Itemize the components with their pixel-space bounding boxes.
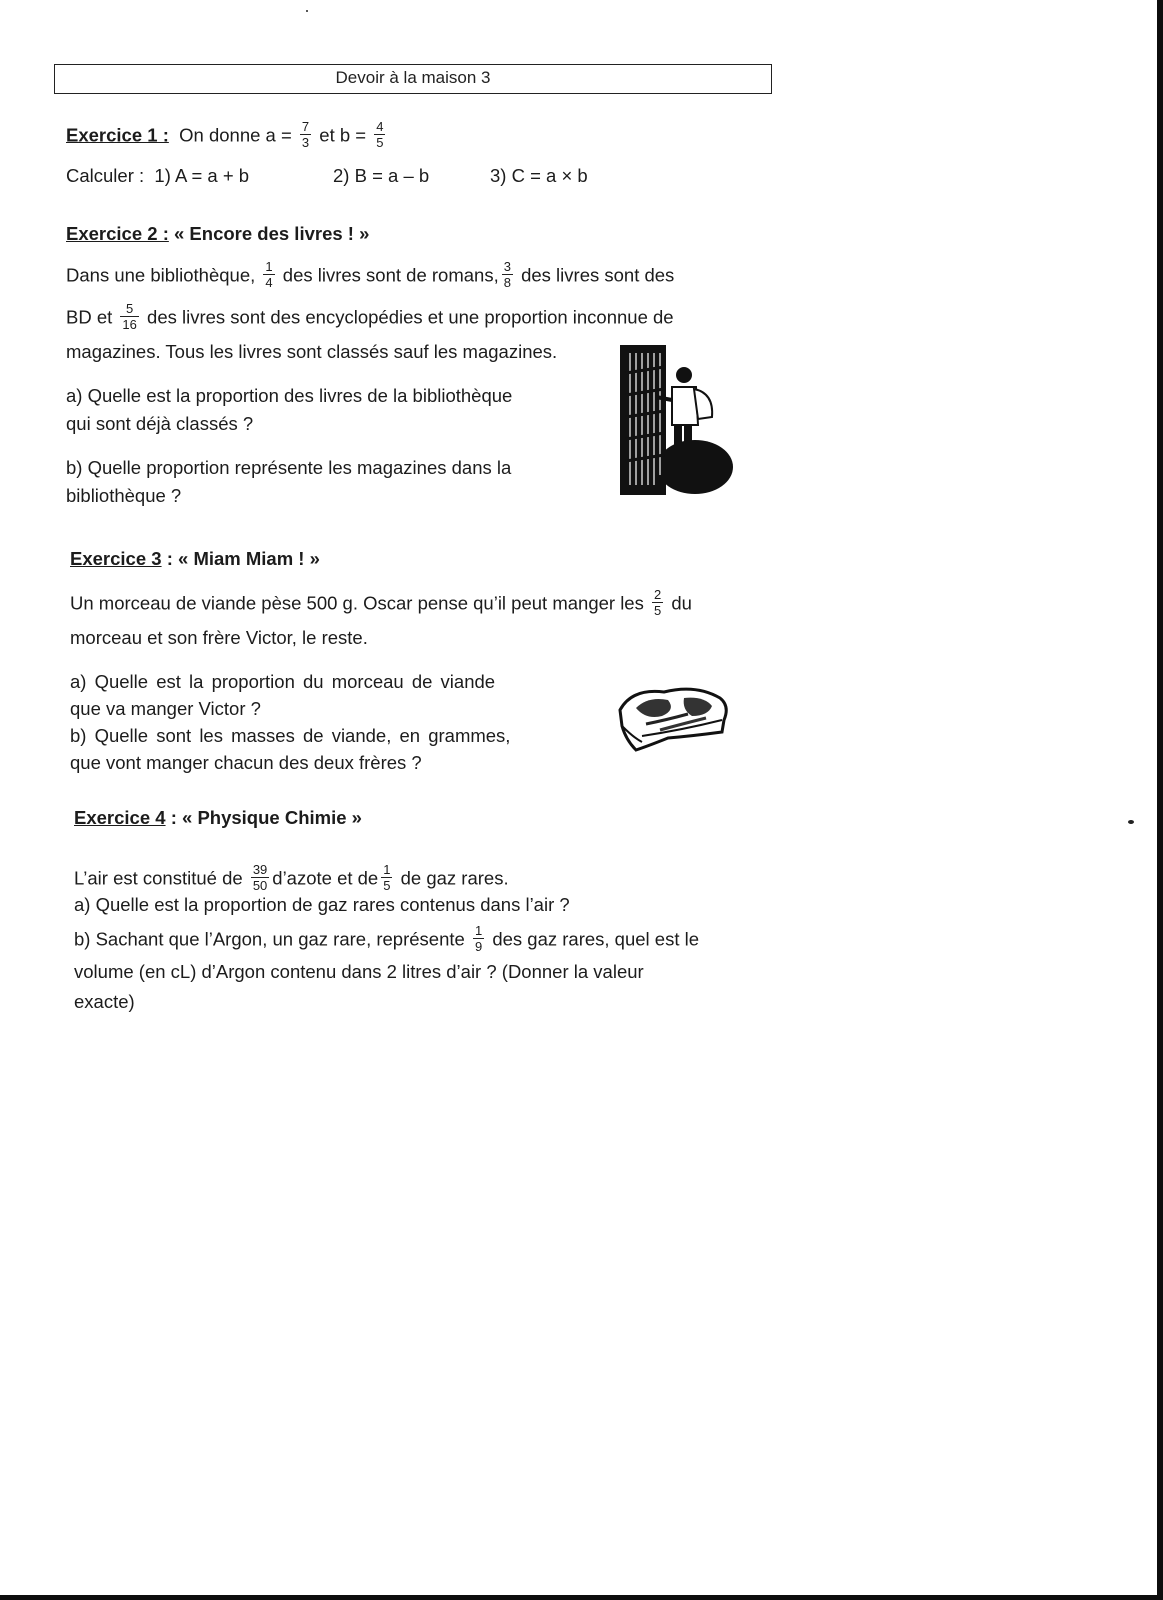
- exercice4-line1: [74, 862, 509, 894]
- steak-icon: [612, 680, 732, 752]
- exercice1-heading-line: [66, 119, 388, 151]
- exercice3-colon: :: [161, 548, 173, 569]
- exercice2-subtitle: « Encore des livres ! »: [174, 223, 370, 244]
- text: d’azote et de: [272, 867, 379, 889]
- exercice4-question-b-1: [74, 923, 700, 955]
- fraction-oscar: $\frac{2}{5}$: [653, 587, 662, 618]
- exercice4-heading-line: [74, 806, 362, 830]
- text: des livres sont de romans,: [282, 264, 499, 286]
- document-title-box: [54, 64, 772, 94]
- text: de gaz rares.: [400, 867, 509, 889]
- exercice4-question-b-2: volume (en cL) d’Argon contenu dans 2 litres d’air ? (Donner la valeur: [74, 961, 644, 982]
- fraction-argon: $\frac{1}{9}$: [474, 923, 483, 954]
- exercice4-question-b-3: exacte): [74, 991, 135, 1012]
- exercice3-heading: Exercice 3: [70, 548, 162, 569]
- fraction-bd: $\frac{3}{8}$: [503, 259, 511, 290]
- exercice3-line2: morceau et son frère Victor, le reste.: [70, 627, 368, 648]
- exercice4-colon: :: [165, 807, 177, 828]
- document-title: Devoir à la maison 3: [335, 68, 491, 87]
- scan-edge-bottom: [0, 1595, 1163, 1600]
- fraction-encyclopedies: $\frac{5}{16}$: [122, 301, 137, 332]
- text: des livres sont des encyclopédies et une proportion inconnue de: [147, 306, 674, 328]
- exercice1-intro-b: et b =: [319, 124, 367, 146]
- exercice3-question-b-2: que vont manger chacun des deux frères ?: [70, 752, 422, 773]
- question-3: 3) C = a × b: [490, 165, 588, 186]
- exercice2-question-a-2: qui sont déjà classés ?: [66, 413, 254, 434]
- exercice2-heading-line: [66, 222, 369, 246]
- exercice2-question-a-1: a) Quelle est la proportion des livres de la bibliothèque: [66, 385, 513, 406]
- text: L’air est constitué de: [74, 867, 243, 889]
- text: b) Sachant que l’Argon, un gaz rare, représente: [74, 928, 465, 950]
- text: des livres sont des: [521, 264, 675, 286]
- exercice2-question-b-2: bibliothèque ?: [66, 485, 182, 506]
- fraction-b: $\frac{4}{5}$: [376, 119, 384, 150]
- text: BD et: [66, 306, 113, 328]
- fraction-gaz-rares: $\frac{1}{5}$: [383, 862, 391, 893]
- exercice2-line1: [66, 259, 675, 291]
- exercice3-heading-line: [70, 547, 320, 571]
- exercice1-intro-a: On donne a =: [179, 124, 292, 146]
- exercice4-subtitle: « Physique Chimie »: [182, 807, 362, 828]
- text: des gaz rares, quel est le: [492, 928, 700, 950]
- exercice3-subtitle: « Miam Miam ! »: [178, 548, 320, 569]
- library-person-icon: [620, 345, 735, 500]
- text: du: [671, 592, 692, 614]
- question-1: 1) A = a + b: [154, 165, 250, 186]
- question-2: 2) B = a – b: [333, 165, 430, 186]
- exercice1-heading: Exercice 1 :: [66, 124, 169, 146]
- fraction-a: $\frac{7}{3}$: [301, 119, 310, 150]
- text: Dans une bibliothèque,: [66, 264, 256, 286]
- exercice3-line1: [70, 587, 692, 619]
- exercice4-question-a: a) Quelle est la proportion de gaz rares contenus dans l’air ?: [74, 894, 570, 915]
- exercice2-heading: Exercice 2 :: [66, 223, 169, 244]
- exercice2-line3: magazines. Tous les livres sont classés sauf les magazines.: [66, 341, 558, 362]
- exercice3-question-a-2: que va manger Victor ?: [70, 698, 261, 719]
- text: Un morceau de viande pèse 500 g. Oscar pense qu’il peut manger les: [70, 592, 644, 614]
- exercice3-question-b-1: b) Quelle sont les masses de viande, en grammes,: [70, 725, 511, 746]
- exercice3-question-a-1: a) Quelle est la proportion du morceau de viande: [70, 671, 496, 692]
- exercice1-calc-line: [66, 164, 588, 188]
- scan-speck: [306, 10, 308, 12]
- fraction-azote: $\frac{39}{50}$: [252, 862, 268, 893]
- exercice2-question-b-1: b) Quelle proportion représente les magazines dans la: [66, 457, 512, 478]
- exercice4-heading: Exercice 4: [74, 807, 166, 828]
- scan-speck: [1128, 820, 1134, 824]
- scan-edge-right: [1157, 0, 1163, 1600]
- fraction-romans: $\frac{1}{4}$: [265, 259, 273, 290]
- calc-label: Calculer :: [66, 165, 145, 186]
- exercice2-line2: [66, 301, 674, 333]
